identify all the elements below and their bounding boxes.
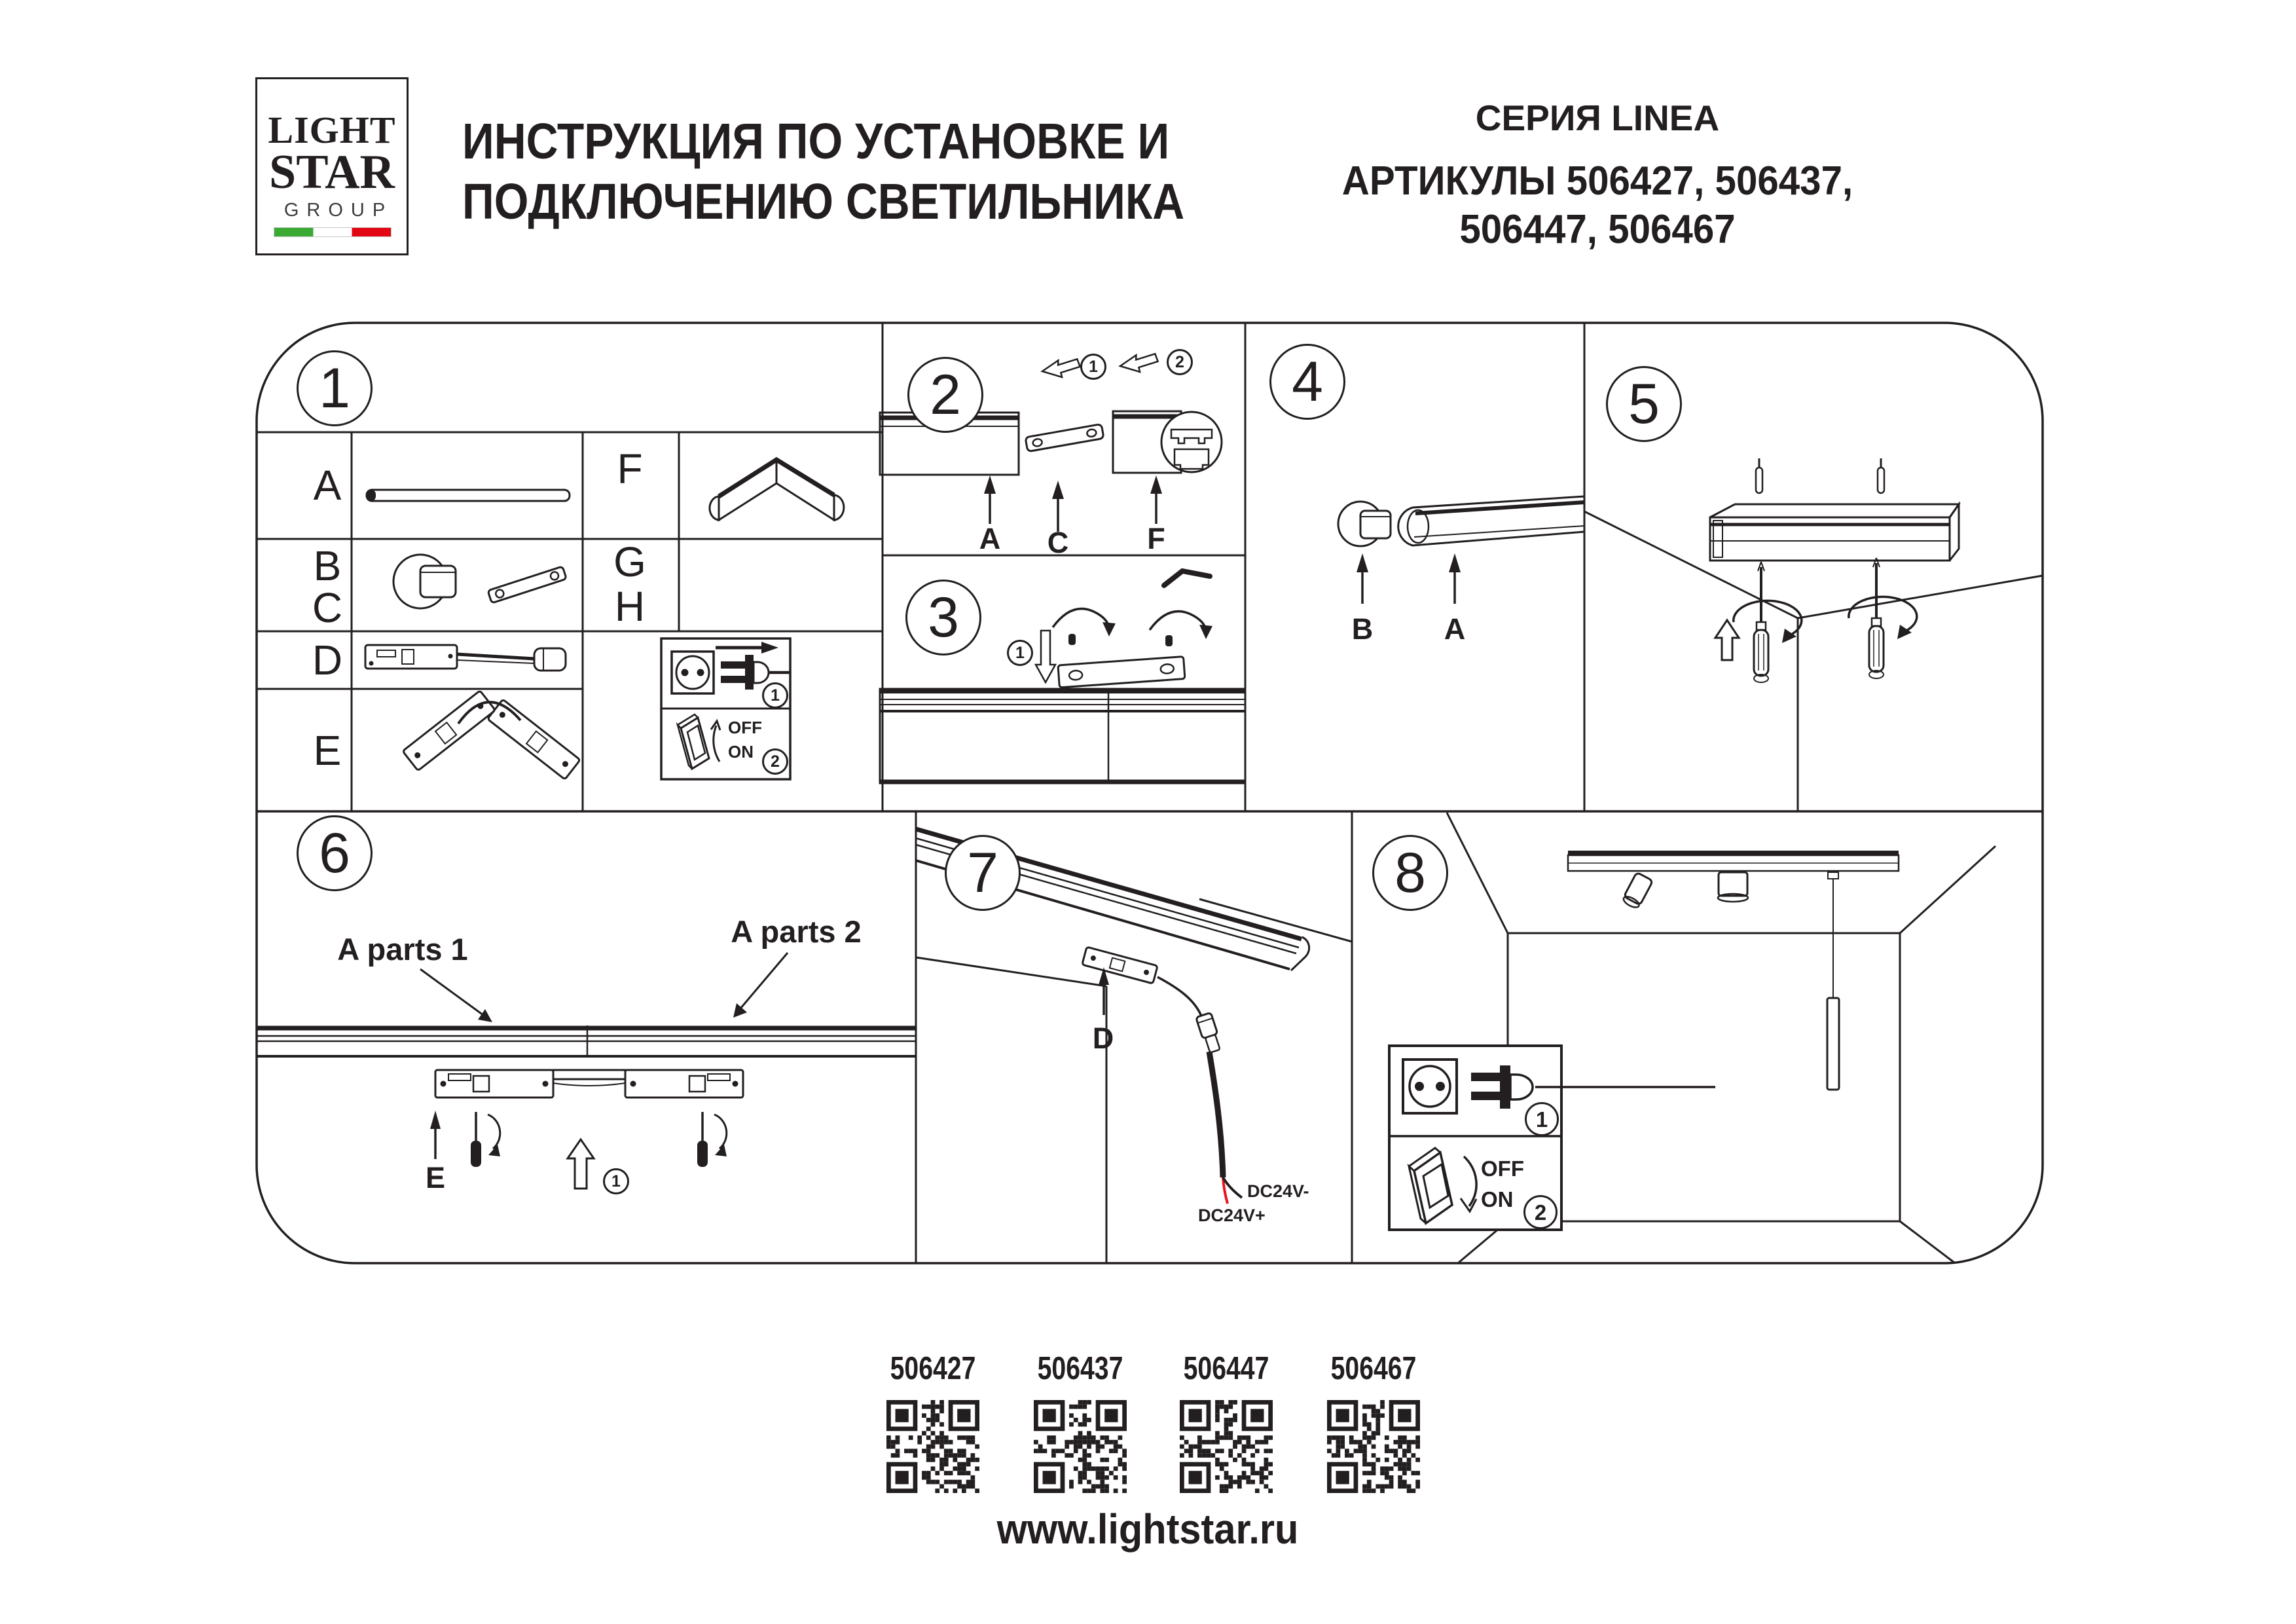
section5-drawing: [1584, 458, 2043, 811]
article-number-label: 506467: [1330, 1351, 1417, 1386]
section4-drawing: [1338, 496, 1584, 604]
article-number-label: 506437: [1037, 1351, 1123, 1386]
logo-group: GROUP: [283, 200, 393, 221]
wire-negative-label: DC24V-: [1247, 1181, 1309, 1201]
part-label-f: F: [617, 445, 643, 492]
screwdriver-icon: [1849, 558, 1917, 678]
joined-track-side: [257, 1025, 916, 1056]
track-f-piece: [1113, 411, 1222, 473]
open-arrow-left-icon: [1120, 353, 1159, 374]
logo-star: STAR: [269, 145, 395, 199]
power-cable: [1209, 1052, 1223, 1177]
rotate-arrow-icon: [1053, 609, 1116, 637]
step-circle-6: 6: [297, 815, 373, 891]
part-e-drawing: [403, 691, 580, 780]
articles-block: [1303, 157, 1892, 254]
a-parts-1-label: A parts 1: [337, 932, 468, 967]
step-badge-plug-1: 1: [762, 682, 788, 709]
lightstar-logo: [255, 77, 409, 255]
page-title-line2: ПОДКЛЮЧЕНИЮ СВЕТИЛЬНИКА: [462, 174, 1185, 230]
screw: [1756, 458, 1762, 493]
switch-off-label: OFF: [1481, 1156, 1524, 1181]
diagram-frame: [257, 323, 2043, 1263]
step-badge-1: 1: [1080, 354, 1106, 380]
qr-code-2: [1034, 1400, 1127, 1493]
ceiling-corner-lines: [916, 957, 1106, 986]
up-arrow-a: [984, 475, 996, 524]
up-arrow-a: [1449, 553, 1461, 604]
cylinder-light: [1718, 872, 1748, 902]
e-connector: [435, 1070, 743, 1098]
ceiling-corner-lines: [1584, 511, 2043, 618]
screwdriver-icon: [697, 1112, 727, 1167]
screwdriver-icon: [1734, 562, 1802, 682]
screwdriver-icon: [471, 1112, 500, 1167]
open-arrow-down-icon: [1036, 631, 1055, 682]
part-label-d: D: [312, 637, 343, 684]
part-d-drawing: [365, 645, 566, 671]
part-label-g: G: [613, 538, 646, 585]
up-arrow-c: [1052, 481, 1064, 532]
switch-on-label: ON: [1481, 1187, 1514, 1211]
open-arrow-up-icon: [568, 1139, 594, 1189]
screwdriver-icon: [1164, 571, 1210, 585]
arrow-label-e: E: [425, 1161, 445, 1194]
part-label-b: B: [313, 542, 342, 589]
qr-code-4: [1327, 1400, 1420, 1493]
series-name: СЕРИЯ LINEA: [1475, 98, 1720, 138]
screw: [1165, 635, 1173, 646]
website-url: www.lightstar.ru: [996, 1505, 1299, 1553]
step-circle-4: 4: [1269, 344, 1345, 420]
joined-tracks: [880, 689, 1245, 783]
part-label-c: C: [312, 584, 343, 631]
pendant-light: [1827, 872, 1839, 1090]
a-parts-2-label: A parts 2: [731, 914, 862, 949]
rotate-arrow-icon: [1150, 612, 1212, 639]
series-title: [1303, 97, 1892, 139]
step-badge-switch-2: 2: [762, 748, 788, 775]
up-arrow-e: [430, 1111, 441, 1159]
spot-light: [1622, 872, 1653, 910]
qr-code-1: [886, 1400, 979, 1493]
plug-icon: [1471, 1065, 1715, 1109]
page-title-line1: ИНСТРУКЦИЯ ПО УСТАНОВКЕ И: [462, 113, 1170, 170]
step-badge-1: 1: [1007, 640, 1033, 666]
logo-light: LIGHT: [268, 109, 396, 151]
step-circle-2: 2: [907, 357, 983, 433]
arrow-label-a: A: [1444, 612, 1466, 646]
part-label-e: E: [313, 727, 342, 774]
step-badge-plug-1: 1: [1525, 1102, 1559, 1136]
step-circle-1: 1: [297, 350, 373, 426]
step-circle-3: 3: [905, 580, 981, 655]
step-circle-8: 8: [1372, 835, 1448, 911]
wire-positive-label: DC24V+: [1198, 1206, 1266, 1225]
up-arrow-b: [1357, 553, 1368, 604]
part-label-h: H: [614, 583, 646, 630]
arrow-label-d: D: [1092, 1022, 1114, 1055]
step-badge-2: 2: [1167, 349, 1193, 375]
part-c-drawing: [488, 566, 566, 603]
up-arrow-d: [1099, 967, 1109, 1015]
part-a-drawing: [367, 490, 570, 501]
open-arrow-up-icon: [1715, 620, 1739, 660]
italian-flag-stripe: [274, 227, 392, 237]
pointer-arrow: [420, 969, 492, 1022]
step-circle-5: 5: [1606, 366, 1682, 442]
articles-line1: АРТИКУЛЫ 506427, 506437,: [1341, 158, 1853, 204]
part-f-drawing: [710, 460, 844, 520]
step-badge-switch-2: 2: [1523, 1195, 1558, 1229]
up-arrow-f: [1150, 475, 1162, 524]
arrow-label-b: B: [1351, 612, 1374, 646]
end-cap-b: [1338, 502, 1391, 546]
article-number-label: 506447: [1183, 1351, 1269, 1386]
switch-on-label: ON: [728, 742, 754, 762]
switch-off-label: OFF: [728, 718, 762, 737]
connector-plate: [1058, 657, 1185, 688]
step-circle-7: 7: [945, 835, 1021, 911]
arrow-label-f: F: [1147, 522, 1165, 555]
section8-drawing: [1389, 813, 1995, 1263]
section6-drawing: [257, 953, 916, 1189]
screw: [1068, 634, 1076, 645]
step-badge-1: 1: [603, 1168, 629, 1194]
part-label-a: A: [313, 462, 342, 509]
feed-cable: [1157, 977, 1202, 1018]
qr-code-3: [1180, 1400, 1273, 1493]
pointer-arrow: [733, 953, 788, 1018]
screw: [1878, 458, 1884, 493]
articles-line2: 506447, 506467: [1459, 207, 1736, 252]
open-arrow-left-icon: [1042, 358, 1081, 379]
arrow-label-c: C: [1047, 526, 1069, 559]
cable-connector: [1196, 1012, 1223, 1054]
connector-c-piece: [1025, 424, 1104, 452]
mounted-track: [1710, 504, 1959, 561]
part-b-drawing: [393, 555, 456, 608]
article-number-label: 506427: [890, 1351, 976, 1386]
track-a-3d: [1398, 496, 1584, 545]
power-feed-d: [1082, 947, 1157, 984]
ceiling-track: [1568, 853, 1899, 871]
arrow-label-a: A: [979, 522, 1001, 555]
